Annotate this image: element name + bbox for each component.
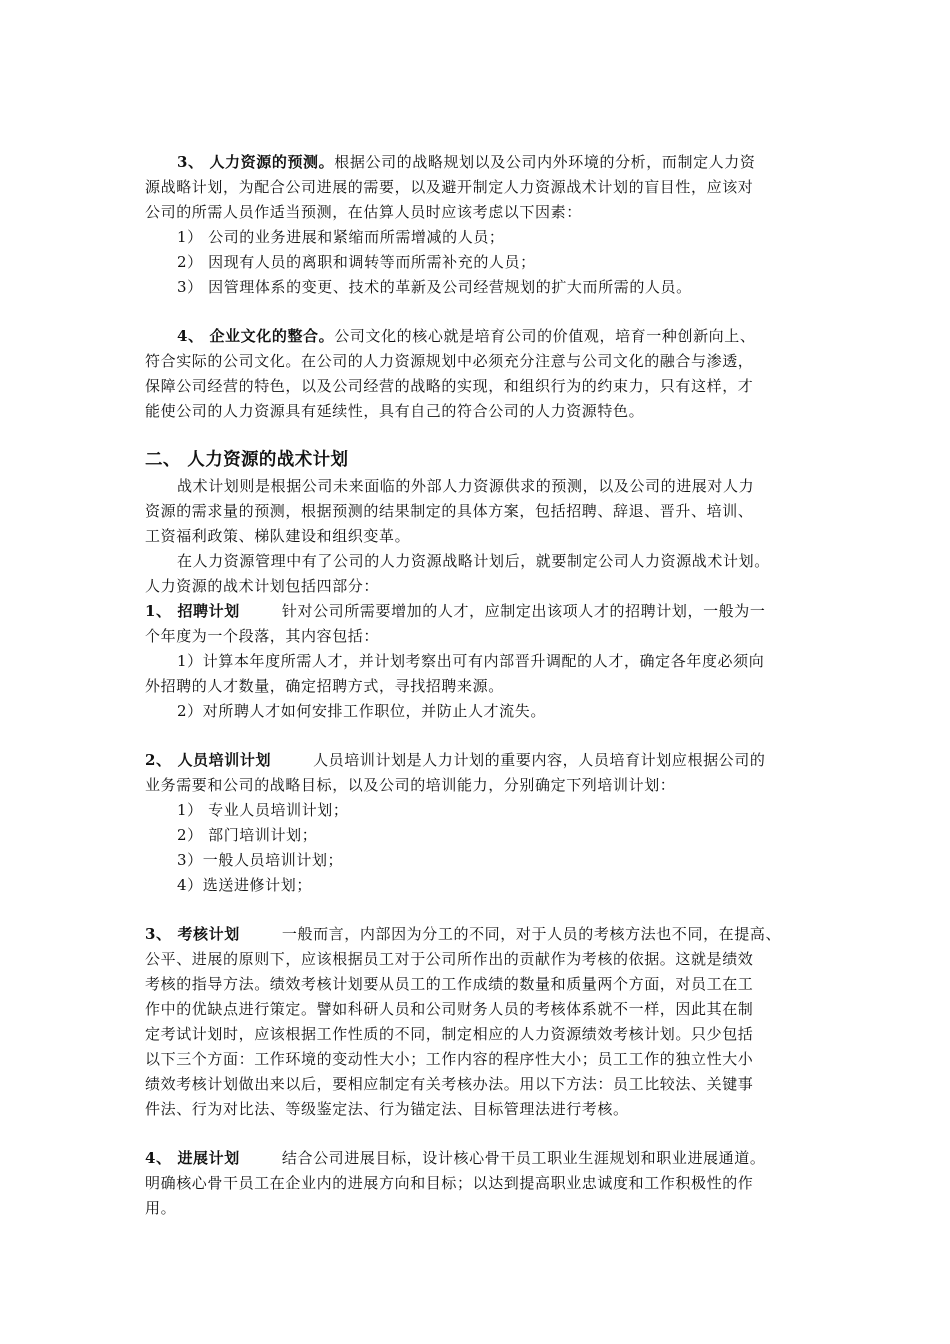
plan3-line-1	[145, 922, 781, 946]
plan4-heading: 4、 进展计划	[145, 1149, 240, 1167]
plan2-item-1: 1） 专业人员培训计划；	[177, 801, 349, 819]
part2-para2-line-1: 在人力资源管理中有了公司的人力资源战略计划后，就要制定公司人力资源战术计划。	[177, 552, 770, 570]
plan1-heading: 1、 招聘计划	[145, 602, 240, 620]
plan3-line-3: 考核的指导方法。绩效考核计划要从员工的工作成绩的数量和质量两个方面，对员工在工	[145, 975, 754, 993]
plan1-item2: 2）对所聘人才如何安排工作职位，并防止人才流失。	[177, 702, 546, 720]
plan1-text-1: 针对公司所需要增加的人才，应制定出该项人才的招聘计划，一般为一	[281, 602, 766, 620]
part2-para2-line-2: 人力资源的战术计划包括四部分：	[145, 577, 380, 595]
part2-para1-line-3: 工资福利政策、梯队建设和组织变革。	[145, 527, 411, 545]
plan2-line-2: 业务需要和公司的战略目标，以及公司的培训能力，分别确定下列培训计划：	[145, 776, 676, 794]
section4-line-4: 能使公司的人力资源具有延续性，具有自己的符合公司的人力资源特色。	[145, 402, 645, 420]
plan1-line-1	[145, 599, 765, 623]
plan4-line-2: 明确核心骨干员工在企业内的进展方向和目标；以达到提高职业忠诚度和工作积极性的作	[145, 1174, 754, 1192]
plan2-item-2: 2） 部门培训计划；	[177, 826, 318, 844]
section3-text-1: 根据公司的战略规划以及公司内外环境的分析，而制定人力资	[334, 153, 756, 171]
plan1-line-2: 个年度为一个段落，其内容包括：	[145, 627, 380, 645]
part2-para1-line-1: 战术计划则是根据公司未来面临的外部人力资源供求的预测，以及公司的进展对人力	[177, 477, 755, 495]
section4-line-3: 保障公司经营的特色，以及公司经营的战略的实现，和组织行为的约束力，只有这样，才	[145, 377, 754, 395]
plan4-text-1: 结合公司进展目标，设计核心骨干员工职业生涯规划和职业进展通道。	[281, 1149, 766, 1167]
plan4-line-3: 用。	[145, 1199, 177, 1217]
plan3-line-7: 绩效考核计划做出来以后，要相应制定有关考核办法。用以下方法：员工比较法、关键事	[145, 1075, 754, 1093]
plan2-item-3: 3）一般人员培训计划；	[177, 851, 344, 869]
plan2-line-1	[145, 748, 765, 772]
section3-line-2: 源战略计划，为配合公司进展的需要，以及避开制定人力资源战术计划的盲目性，应该对	[145, 178, 754, 196]
section3-line-1	[177, 150, 755, 174]
section4-line-2: 符合实际的公司文化。在公司的人力资源规划中必须充分注意与公司文化的融合与渗透，	[145, 352, 754, 370]
plan3-line-4: 作中的优缺点进行策定。譬如科研人员和公司财务人员的考核体系就不一样，因此其在制	[145, 1000, 754, 1018]
section3-heading: 3、 人力资源的预测。	[177, 153, 335, 171]
section3-item-1: 1） 公司的业务进展和紧缩而所需增减的人员；	[177, 228, 505, 246]
plan3-line-2: 公平、进展的原则下，应该根据员工对于公司所作出的贡献作为考核的依据。这就是绩效	[145, 950, 754, 968]
plan4-line-1	[145, 1146, 765, 1170]
plan2-text-1: 人员培训计划是人力计划的重要内容，人员培育计划应根据公司的	[313, 751, 766, 769]
section3-line-3: 公司的所需人员作适当预测，在估算人员时应该考虑以下因素：	[145, 203, 582, 221]
plan1-item1-line-1: 1）计算本年度所需人才，并计划考察出可有内部晋升调配的人才，确定各年度必须向	[177, 652, 765, 670]
part2-title: 二、 人力资源的战术计划	[145, 450, 349, 470]
section3-item-3: 3） 因管理体系的变更、技术的革新及公司经营规划的扩大而所需的人员。	[177, 278, 692, 296]
plan3-line-6: 以下三个方面：工作环境的变动性大小；工作内容的程序性大小；员工工作的独立性大小	[145, 1050, 754, 1068]
plan3-line-8: 件法、行为对比法、等级鉴定法、行为锚定法、目标管理法进行考核。	[145, 1100, 629, 1118]
plan3-heading: 3、 考核计划	[145, 925, 240, 943]
section3-item-2: 2） 因现有人员的离职和调转等而所需补充的人员；	[177, 253, 536, 271]
plan2-heading: 2、 人员培训计划	[145, 751, 272, 769]
plan1-item1-line-2: 外招聘的人才数量，确定招聘方式，寻找招聘来源。	[145, 677, 504, 695]
section4-heading: 4、 企业文化的整合。	[177, 327, 335, 345]
part2-para1-line-2: 资源的需求量的预测，根据预测的结果制定的具体方案，包括招聘、辞退、晋升、培训、	[145, 502, 754, 520]
section4-line-1	[177, 324, 755, 348]
plan3-text-1: 一般而言，内部因为分工的不同，对于人员的考核方法也不同，在提高、	[281, 925, 782, 943]
plan3-line-5: 定考试计划时，应该根据工作性质的不同，制定相应的人力资源绩效考核计划。只少包括	[145, 1025, 754, 1043]
section4-text-1: 公司文化的核心就是培育公司的价值观，培育一种创新向上、	[334, 327, 756, 345]
plan2-item-4: 4）选送进修计划；	[177, 876, 312, 894]
